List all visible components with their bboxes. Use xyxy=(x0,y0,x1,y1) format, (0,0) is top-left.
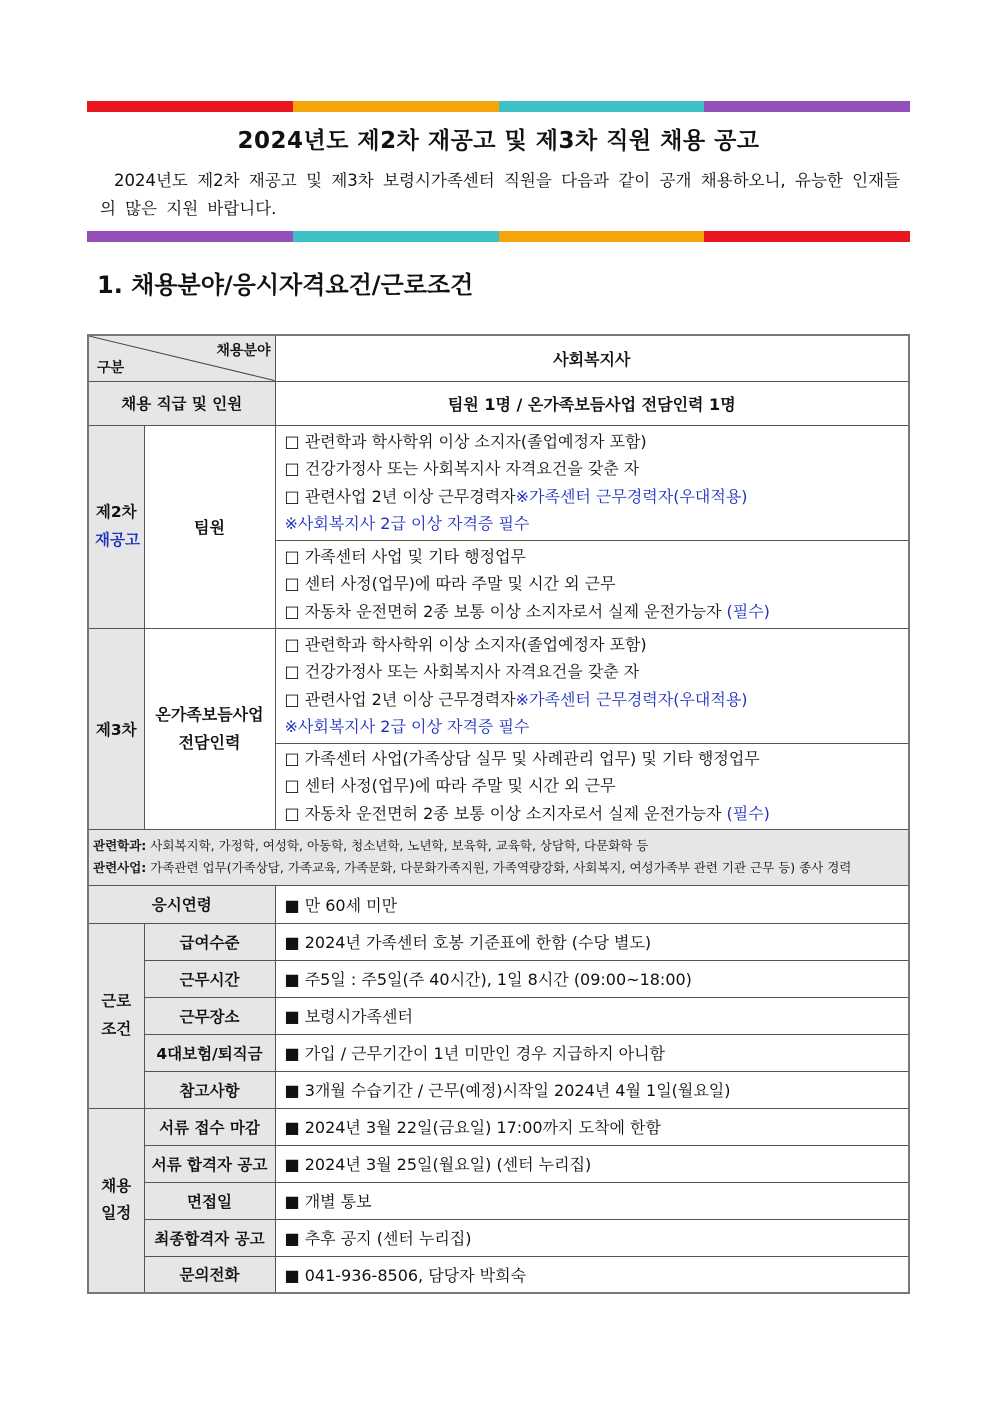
bar-segment-red xyxy=(87,101,293,112)
round3-role-line1: 온가족보듬사업 xyxy=(155,705,264,724)
row-value: ■ 개별 통보 xyxy=(275,1182,909,1219)
row-label: 서류 합격자 공고 xyxy=(144,1145,275,1182)
round3-qualifications xyxy=(275,628,909,743)
table-row xyxy=(88,1034,909,1071)
list-item: □ 센터 사정(업무)에 따라 주말 및 시간 외 근무 xyxy=(284,776,616,796)
round2-qual-row xyxy=(88,425,909,540)
group-label-line2: 조건 xyxy=(101,1019,132,1038)
group-label-line1: 채용 xyxy=(101,1176,132,1195)
table-row xyxy=(88,1108,909,1145)
diagonal-header-cell xyxy=(88,335,275,381)
list-item xyxy=(285,686,903,714)
round2-qualifications xyxy=(275,425,909,540)
page-title: 2024년도 제2차 재공고 및 제3차 직원 채용 공고 xyxy=(237,128,760,154)
row-label: 문의전화 xyxy=(144,1256,275,1293)
work-label: 관련사업: xyxy=(93,860,147,875)
age-row xyxy=(88,885,909,923)
table-row xyxy=(88,960,909,997)
list-item-text: □ 관련사업 2년 이상 근무경력자 xyxy=(284,486,516,506)
row-value: ■ 2024년 3월 25일(월요일) (센터 누리집) xyxy=(275,1145,909,1182)
round3-role xyxy=(144,628,275,829)
section-title: 1. 채용분야/응시자격요건/근로조건 xyxy=(97,271,474,299)
list-item: □ 건강가정사 또는 사회복지사 자격요건을 갖춘 자 xyxy=(284,662,640,681)
list-item: □ 센터 사정(업무)에 따라 주말 및 시간 외 근무 xyxy=(284,574,616,594)
top-color-bar xyxy=(87,101,910,112)
row-label: 참고사항 xyxy=(144,1071,275,1108)
table-row xyxy=(88,1182,909,1219)
list-item: □ 가족센터 사업 및 기타 행정업무 xyxy=(284,546,526,566)
list-item-text: □ 관련사업 2년 이상 근무경력자 xyxy=(284,689,516,709)
majors-text: 사회복지학, 가정학, 여성학, 아동학, 청소년학, 노년학, 보육학, 교육학, 상담학, 다문화학 등 xyxy=(146,838,649,853)
notes-row xyxy=(88,829,909,885)
round3-qual-row xyxy=(88,628,909,743)
required-note: (필수) xyxy=(726,803,770,823)
table-row xyxy=(88,1145,909,1182)
row-value: ■ 041-936-8506, 담당자 박희숙 xyxy=(275,1256,909,1293)
round2-role: 팀원 xyxy=(144,425,275,628)
table-row xyxy=(88,1071,909,1108)
bar-segment-orange xyxy=(499,231,705,242)
round2-duties xyxy=(275,540,909,628)
positions-label: 채용 직급 및 인원 xyxy=(88,381,275,425)
row-label: 서류 접수 마감 xyxy=(144,1108,275,1145)
round2-label-line1: 제2차 xyxy=(95,503,137,521)
field-value: 사회복지사 xyxy=(275,335,909,381)
required-note: (필수) xyxy=(726,601,770,621)
row-label: 면접일 xyxy=(144,1182,275,1219)
list-item xyxy=(285,800,903,828)
preference-note: ※가족센터 근무경력자(우대적용) xyxy=(515,689,748,709)
table-row xyxy=(88,923,909,960)
positions-row xyxy=(88,381,909,425)
conditions-group-label xyxy=(88,923,144,1108)
row-label: 최종합격자 공고 xyxy=(144,1219,275,1256)
round3-label: 제3차 xyxy=(88,628,144,829)
bar-segment-teal xyxy=(293,231,499,242)
round2-label-line2: 재공고 xyxy=(95,530,140,549)
list-item xyxy=(285,598,903,626)
list-item xyxy=(285,483,903,511)
list-item: □ 건강가정사 또는 사회복지사 자격요건을 갖춘 자 xyxy=(284,459,640,478)
table-row xyxy=(88,997,909,1034)
majors-label: 관련학과: xyxy=(93,838,147,853)
required-note: ※사회복지사 2급 이상 자격증 필수 xyxy=(284,514,530,533)
row-value: ■ 가입 / 근무기간이 1년 미만인 경우 지급하지 아니함 xyxy=(275,1034,909,1071)
age-label: 응시연령 xyxy=(88,885,275,923)
schedule-group-label xyxy=(88,1108,144,1293)
row-value: ■ 3개월 수습기간 / 근무(예정)시작일 2024년 4월 1일(월요일) xyxy=(275,1071,909,1108)
list-item-text: □ 자동차 운전면허 2종 보통 이상 소지자로서 실제 운전가능자 xyxy=(284,601,727,621)
row-value: ■ 2024년 가족센터 호봉 기준표에 한함 (수당 별도) xyxy=(275,923,909,960)
row-label: 4대보험/퇴직금 xyxy=(144,1034,275,1071)
notes-cell xyxy=(88,829,909,885)
row-value: ■ 2024년 3월 22일(금요일) 17:00까지 도착에 한함 xyxy=(275,1108,909,1145)
bar-segment-purple xyxy=(704,101,910,112)
bar-segment-orange xyxy=(293,101,499,112)
bar-segment-red xyxy=(704,231,910,242)
intro-text: 2024년도 제2차 재공고 및 제3차 보령시가족센터 직원을 다음과 같이 공개 채용하오니, 유능한 인재들의 많은 지원 바랍니다. xyxy=(100,171,900,218)
recruitment-table xyxy=(87,334,910,1294)
related-work xyxy=(93,857,904,879)
table-header-row xyxy=(88,335,909,381)
round2-label xyxy=(88,425,144,628)
preference-note: ※가족센터 근무경력자(우대적용) xyxy=(515,486,748,506)
table-row xyxy=(88,1219,909,1256)
group-label-line2: 일정 xyxy=(101,1204,132,1223)
related-majors xyxy=(93,835,904,857)
bottom-color-bar xyxy=(87,231,910,242)
bar-segment-teal xyxy=(499,101,705,112)
table-row xyxy=(88,1256,909,1293)
list-item: □ 가족센터 사업(가족상담 실무 및 사례관리 업무) 및 기타 행정업무 xyxy=(284,748,760,768)
bar-segment-purple xyxy=(87,231,293,242)
list-item-text: □ 자동차 운전면허 2종 보통 이상 소지자로서 실제 운전가능자 xyxy=(284,803,727,823)
row-value: ■ 보령시가족센터 xyxy=(275,997,909,1034)
group-label-line1: 근로 xyxy=(101,992,132,1010)
list-item: □ 관련학과 학사학위 이상 소지자(졸업예정자 포함) xyxy=(284,634,647,654)
work-text: 가족관련 업무(가족상담, 가족교육, 가족문화, 다문화가족지원, 가족역량강화, 사회복지, 여성가족부 관련 기관 근무 등) 종사 경력 xyxy=(146,860,852,875)
age-value: ■ 만 60세 미만 xyxy=(275,885,909,923)
category-header-label: 구분 xyxy=(97,359,125,376)
required-note: ※사회복지사 2급 이상 자격증 필수 xyxy=(284,717,530,736)
row-label: 급여수준 xyxy=(144,923,275,960)
row-value: ■ 추후 공지 (센터 누리집) xyxy=(275,1219,909,1256)
list-item: □ 관련학과 학사학위 이상 소지자(졸업예정자 포함) xyxy=(284,431,647,451)
row-label: 근무시간 xyxy=(144,960,275,997)
field-header-label: 채용분야 xyxy=(216,343,271,359)
round3-role-line2: 전담인력 xyxy=(178,732,241,752)
positions-value: 팀원 1명 / 온가족보듬사업 전담인력 1명 xyxy=(275,381,909,425)
row-label: 근무장소 xyxy=(144,997,275,1034)
round3-duties xyxy=(275,743,909,829)
row-value: ■ 주5일 : 주5일(주 40시간), 1일 8시간 (09:00~18:00) xyxy=(275,960,909,997)
